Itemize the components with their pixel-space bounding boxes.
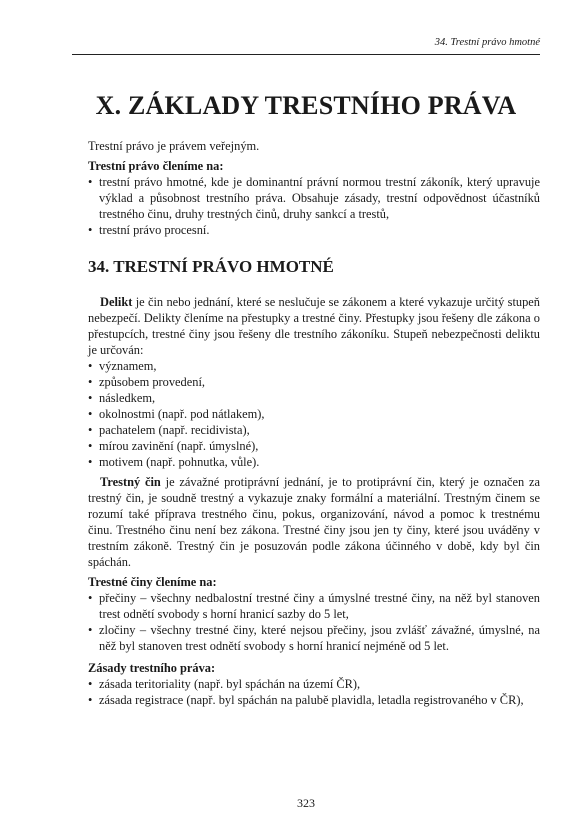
division-list (88, 174, 540, 238)
list-item: • zásada teritoriality (např. byl spáchán na území ČR), (88, 676, 540, 692)
list-item: • pachatelem (např. recidivista), (88, 422, 540, 438)
list-item: • zločiny – všechny trestné činy, které nejsou přečiny, jsou zvlášť závažné, úmyslné, na něž byl stanoven trest odnětí svobody s horní hranicí nejméně od 5 let. (88, 622, 540, 654)
principles-heading: Zásady trestního práva: (88, 661, 216, 675)
running-head: 34. Trestní právo hmotné (72, 36, 540, 55)
list-item: • způsobem provedení, (88, 374, 540, 390)
page-number: 323 (297, 796, 315, 810)
crime-heading: Trestné činy členíme na: (88, 575, 217, 589)
division-heading: Trestní právo členíme na: (88, 159, 224, 173)
list-item: • mírou zavinění (např. úmyslné), (88, 438, 540, 454)
list-item: • trestní právo procesní. (88, 222, 540, 238)
page-content (88, 138, 540, 708)
delikt-paragraph (88, 294, 540, 358)
list-item: • následkem, (88, 390, 540, 406)
chapter-title: X. ZÁKLADY TRESTNÍHO PRÁVA (95, 91, 517, 120)
list-item: • zásada registrace (např. byl spáchán na palubě plavidla, letadla registrovaného v ČR), (88, 692, 540, 708)
list-item: • okolnostmi (např. pod nátlakem), (88, 406, 540, 422)
trestny-cin-paragraph (88, 474, 540, 570)
trestny-cin-term: Trestný čin (100, 475, 161, 489)
trestny-cin-text: je závažné protiprávní jednání, je to protiprávní čin, který je označen za trestný čin, je soudně trestný a vykazuje znaky formální a materiální. Trestným činem se rozumí také příprava trestného činu, pokus, organizování, návod a pomoc k trestnému činu. Trestného činu není bez zákona. Trestné činy jsou jen ty činy, které jsou uváděny v trestním zákoně. Trestný čin je posuzován podle zákona účinného v době, kdy byl čin spáchán. (88, 475, 540, 569)
degree-list (88, 358, 540, 470)
intro-paragraph: Trestní právo je právem veřejným. (88, 139, 260, 153)
crime-list (88, 590, 540, 654)
list-item: • významem, (88, 358, 540, 374)
list-item: • motivem (např. pohnutka, vůle). (88, 454, 540, 470)
delikt-term: Delikt (100, 295, 133, 309)
list-item: • trestní právo hmotné, kde je dominantní právní normou trestní zákoník, který upravuje výklad a působnost trestního práva. Obsahuje zásady, trestní odpovědnost účastníků trestného činu, druhy trestných činů, druhy sankcí a trestů, (88, 174, 540, 222)
principles-list (88, 676, 540, 708)
section-title: 34. TRESTNÍ PRÁVO HMOTNÉ (88, 257, 334, 276)
list-item: • přečiny – všechny nedbalostní trestné činy a úmyslné trestné činy, na něž byl stanoven trest odnětí svobody s horní hranicí sazby do 5 let, (88, 590, 540, 622)
delikt-text: je čin nebo jednání, které se neslučuje se zákonem a které vykazuje určitý stupeň nebezpečí. Delikty členíme na přestupky a trestné činy. Přestupky jsou řešeny dle zákona o přestupcích, trestné činy jsou řešeny dle trestního zákoníku. Stupeň nebezpečnosti deliktu je určován: (88, 295, 540, 357)
